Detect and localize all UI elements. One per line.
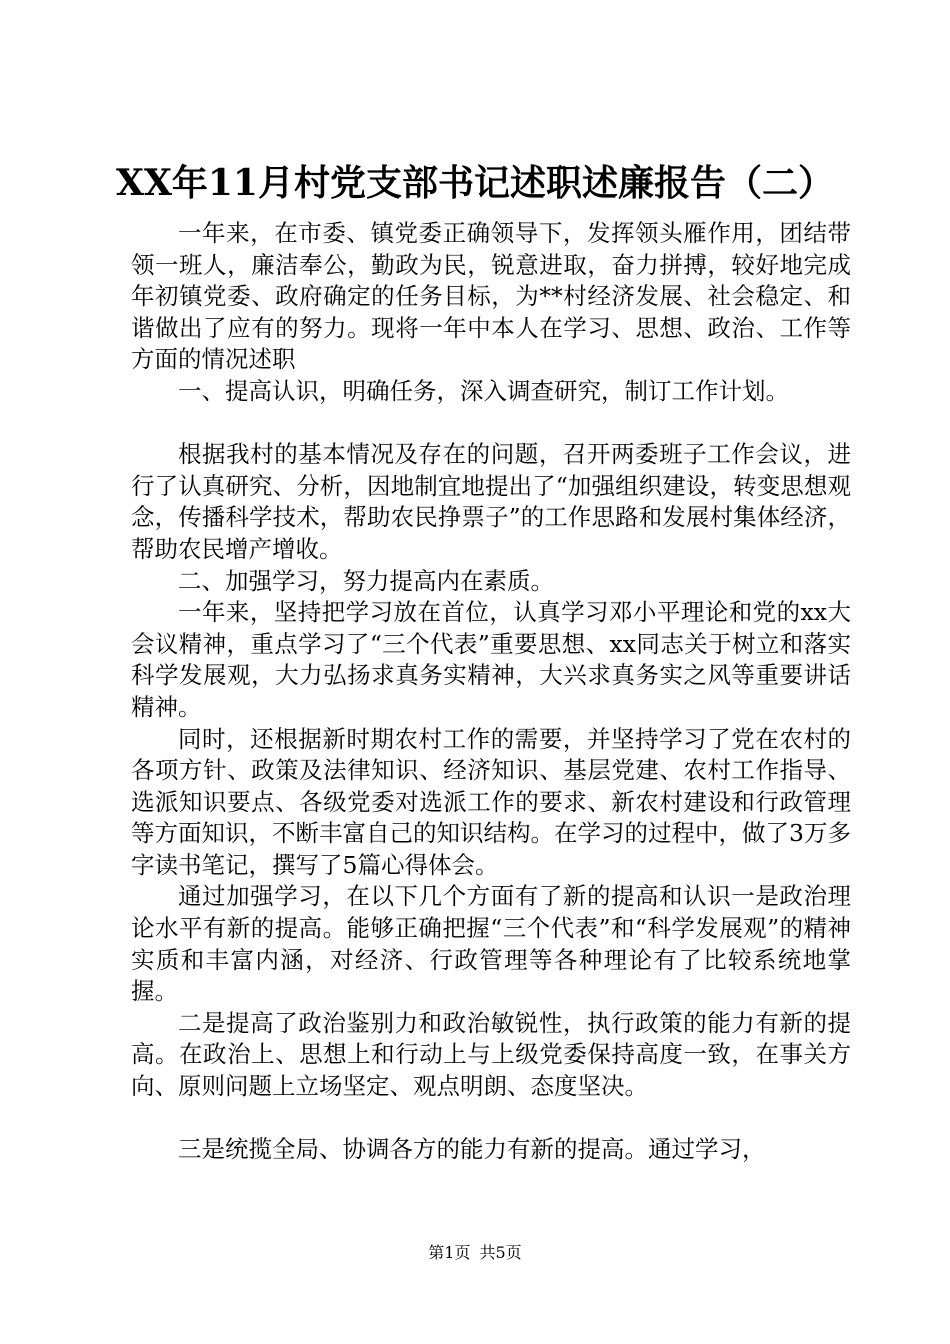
section-heading-2: 二、加强学习，努力提高内在素质。 (178, 566, 554, 595)
section-heading-1: 一、提高认识，明确任务，深入调查研究，制订工作计划。 (178, 376, 789, 405)
document-body (131, 218, 851, 1166)
page-total: 共5页 (479, 1243, 522, 1262)
paragraph-study-policy: 同时，还根据新时期农村工作的需要，并坚持学习了党在农村的各项方针、政策及法律知识、经济知识、基层党建、农村工作指导、选派知识要点、各级党委对选派工作的要求、新农村建设和行政管理等方面知识，不断丰富自己的知识结构。在学习的过程中，做了3万多字读书笔记，撰写了5篇心得体会。 (131, 724, 851, 879)
paragraph-improvement-3: 三是统揽全局、协调各方的能力有新的提高。通过学习， (178, 1135, 766, 1164)
paragraph-intro: 一年来，在市委、镇党委正确领导下，发挥领头雁作用，团结带领一班人，廉洁奉公，勤政为民，锐意进取，奋力拼搏，较好地完成年初镇党委、政府确定的任务目标，为**村经济发展、社会稳定、和谐做出了应有的努力。现将一年中本人在学习、思想、政治、工作等方面的情况述职 (131, 219, 851, 374)
paragraph-improvement-2: 二是提高了政治鉴别力和政治敏锐性，执行政策的能力有新的提高。在政治上、思想上和行动上与上级党委保持高度一致，在事关方向、原则问题上立场坚定、观点明朗、态度坚决。 (131, 1008, 851, 1101)
document-title: XX年11月村党支部书记述职述廉报告（二） (116, 162, 834, 204)
page-number: 第1页 (428, 1243, 471, 1262)
page-footer (0, 1242, 950, 1264)
paragraph-improvement-1: 通过加强学习，在以下几个方面有了新的提高和认识一是政治理论水平有新的提高。能够正确把握“三个代表”和“科学发展观”的精神实质和丰富内涵，对经济、行政管理等各种理论有了比较系统地掌握。 (131, 882, 851, 1006)
paragraph-study-theory: 一年来，坚持把学习放在首位，认真学习邓小平理论和党的xx大会议精神，重点学习了“三个代表”重要思想、xx同志关于树立和落实科学发展观，大力弘扬求真务实精神，大兴求真务实之风等重要讲话精神。 (131, 598, 851, 721)
paragraph-work-plan: 根据我村的基本情况及存在的问题，召开两委班子工作会议，进行了认真研究、分析，因地制宜地提出了“加强组织建设，转变思想观念，传播科学技术，帮助农民挣票子”的工作思路和发展村集体经济，帮助农民增产增收。 (131, 440, 851, 563)
